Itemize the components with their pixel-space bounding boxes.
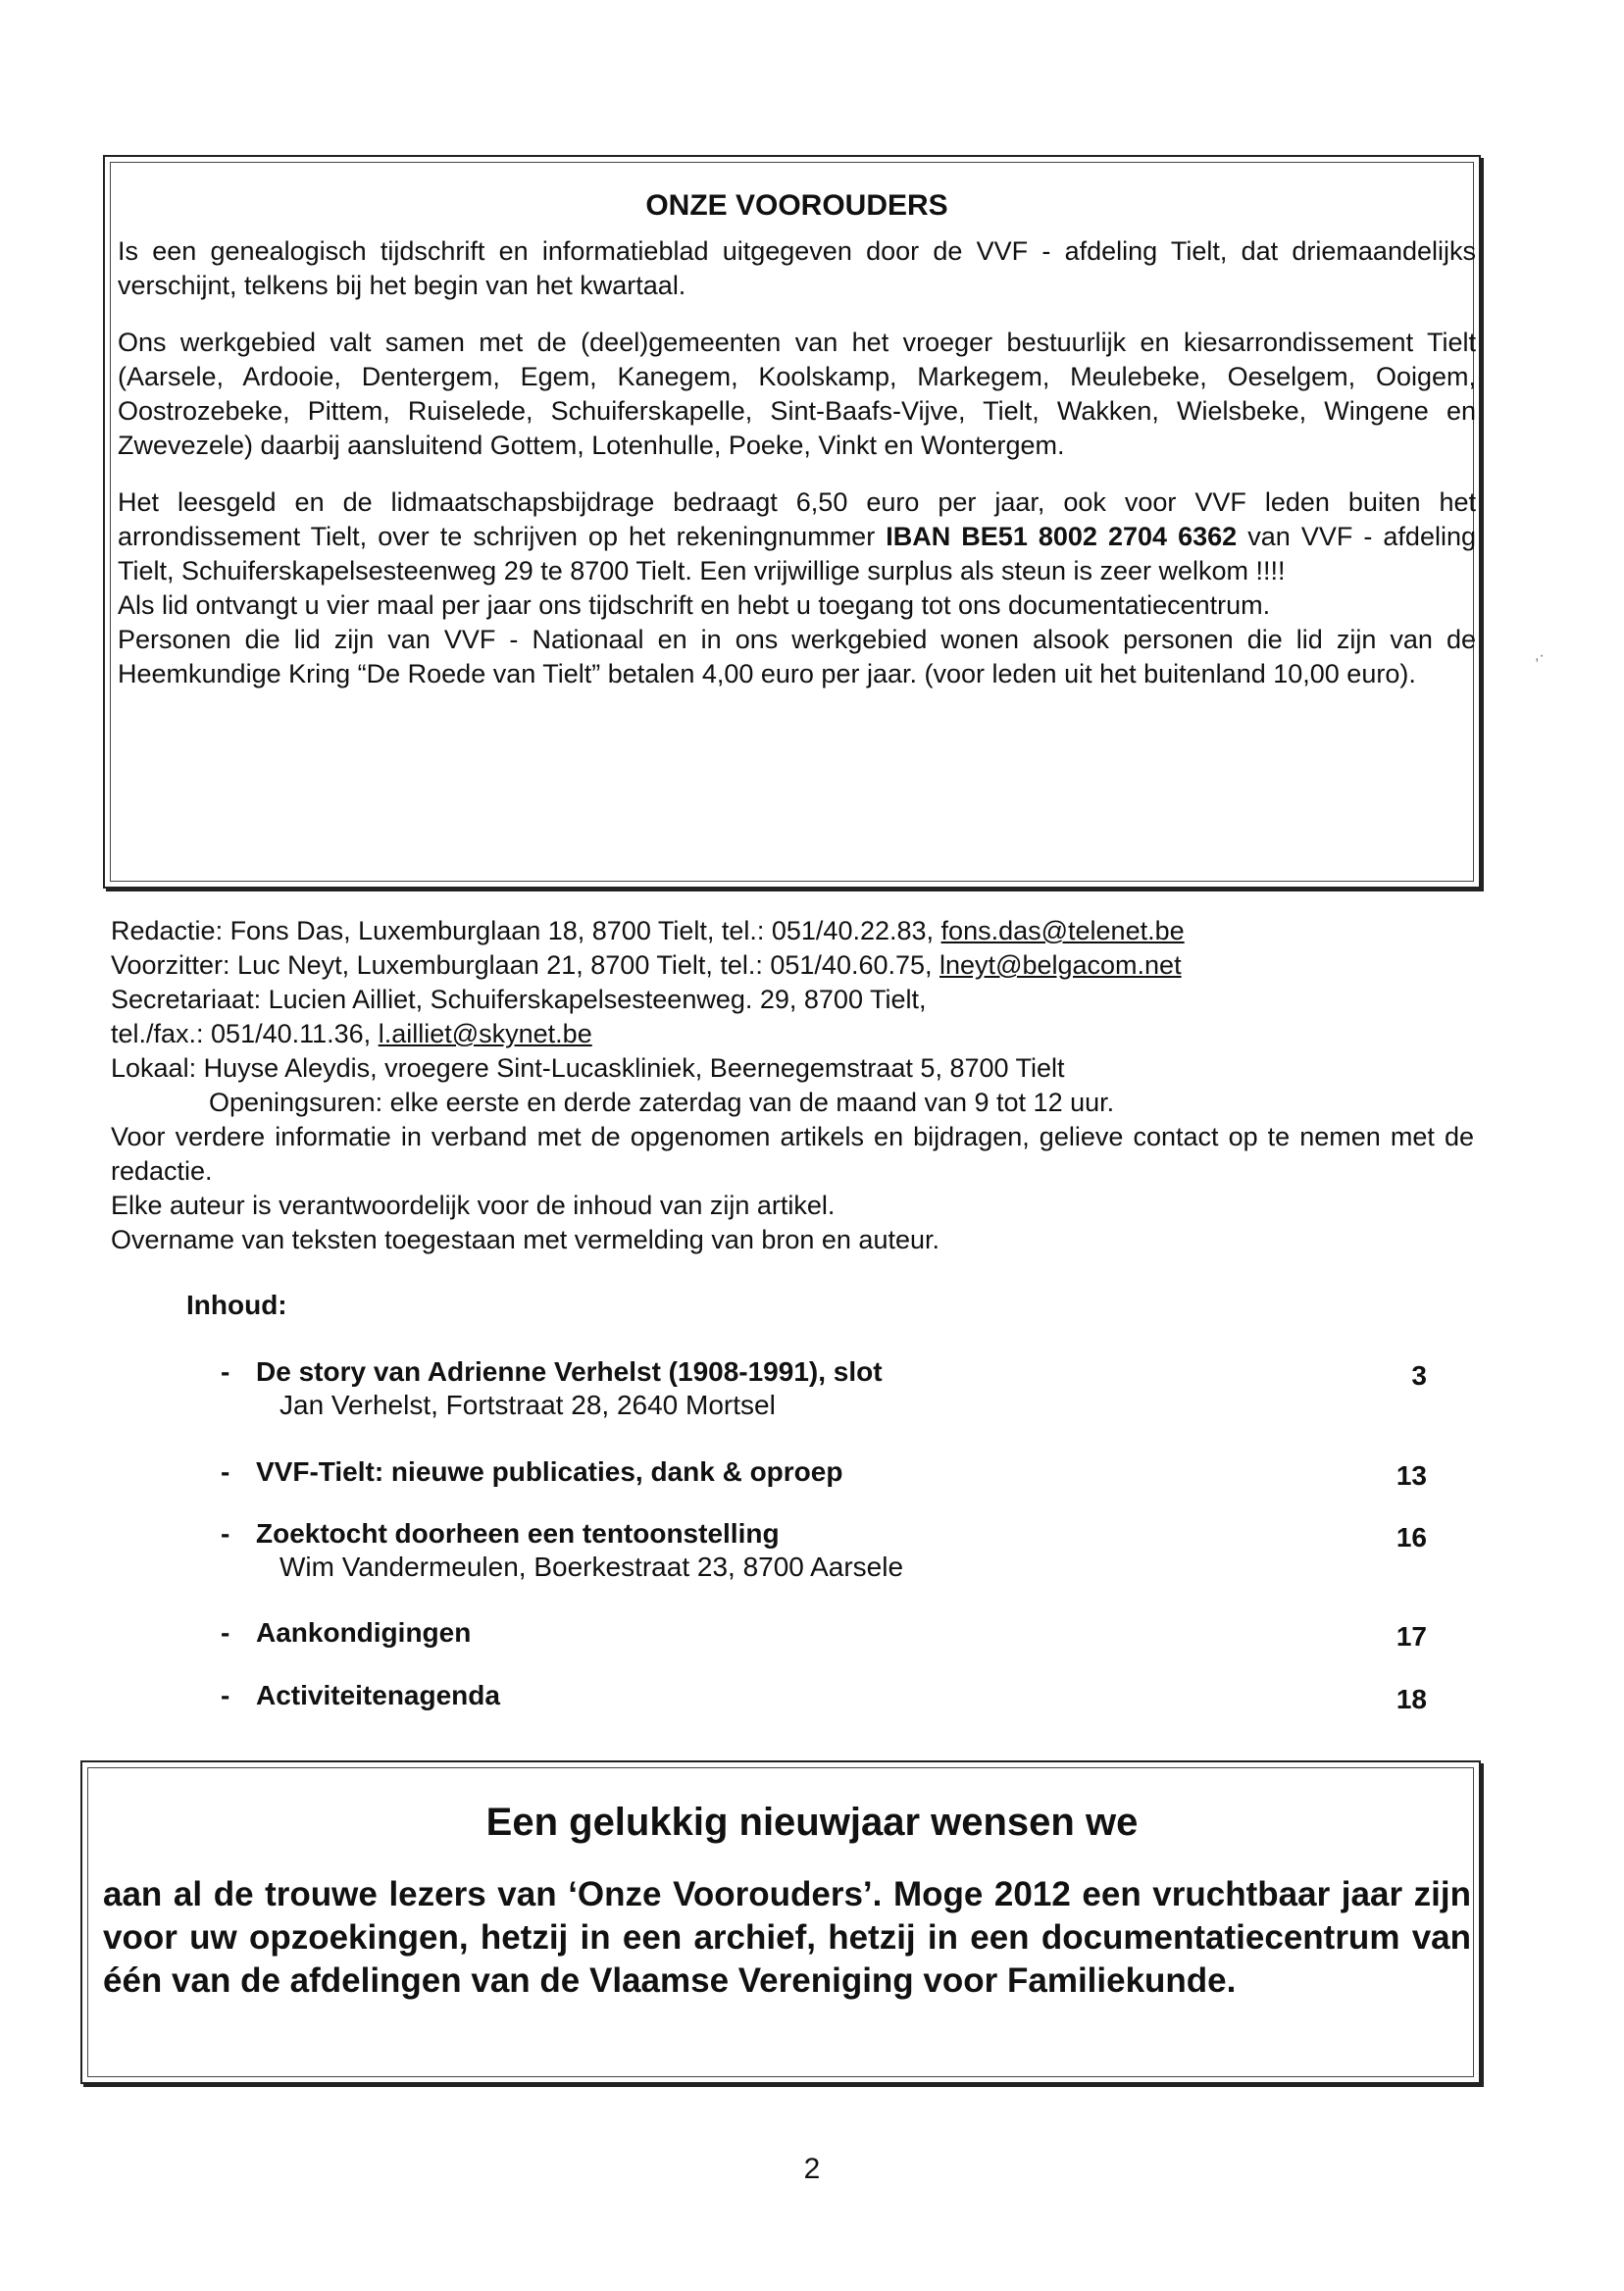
info-paragraph-personen: Personen die lid zijn van VVF - Nationaal en in ons werkgebied wonen alsook personen die lid zijn van de Heemkundige Kring “De Roede van Tielt” betalen 4,00 euro per jaar. (voor leden uit het buitenland 10,00 euro). (118, 625, 1476, 688)
toc-item-page: 13 (1396, 1460, 1427, 1491)
info-paragraph-werkgebied: Ons werkgebied valt samen met de (deel)gemeenten van het vroeger bestuurlijk en kiesarrondissement Tielt (Aarsele, Ardooie, Dentergem, Egem, Kanegem, Koolskamp, Markegem, Meulebeke, Oeselgem, Ooigem, Oostrozebeke, Pittem, Ruiselede, Schuiferskapelle, Sint-Baafs-Vijve, Tielt, Wakken, Wielsbeke, Wingene en Zwevezele) daarbij aansluitend Gottem, Lotenhulle, Poeke, Vinkt en Wontergem. (118, 328, 1476, 460)
leesgeld-text-b: van VVF - afdeling Tielt, Schuiferskapelsesteenweg 29 te 8700 Tielt. Een vrijwillige surplus als steun is zeer welkom !!!! (118, 522, 1476, 585)
toc-item-title: Aankondigingen (256, 1617, 472, 1648)
secretariaat-line: Secretariaat: Lucien Ailliet, Schuiferskapelsesteenweg. 29, 8700 Tielt, (111, 985, 927, 1014)
secretariaat-email-link[interactable]: l.ailliet@skynet.be (378, 1019, 592, 1048)
voorzitter-email-link[interactable]: lneyt@belgacom.net (939, 950, 1182, 980)
informatie-line: Voor verdere informatie in verband met de opgenomen artikels en bijdragen, gelieve contact op te nemen met de redactie. (111, 1122, 1474, 1186)
info-box-content (118, 188, 1476, 691)
voorzitter-line (111, 948, 1474, 983)
toc-dash: - (221, 1356, 230, 1387)
redactie-line (111, 914, 1474, 948)
toc-item-page: 3 (1411, 1360, 1427, 1391)
telfax-line (111, 1017, 1474, 1051)
greeting-heading: Een gelukkig nieuwjaar wensen we (485, 1801, 1139, 1844)
info-title: ONZE VOOROUDERS (645, 189, 948, 222)
greeting-body: aan al de trouwe lezers van ‘Onze Voorouders’. Moge 2012 een vruchtbaar jaar zijn voor uw opzoekingen, hetzij in een archief, hetzij in een documentatiecentrum van één van de afdelingen van de Vlaamse Vereniging voor Familiekunde. (103, 1875, 1471, 2000)
info-paragraph-leesgeld (118, 485, 1476, 588)
toc-dash: - (221, 1617, 230, 1648)
toc-dash: - (221, 1680, 230, 1710)
toc-heading: Inhoud: (186, 1290, 287, 1320)
leesgeld-text-a: Het leesgeld en de lidmaatschapsbijdrage bedraagt 6,50 euro per jaar, ook voor VVF leden buiten het arrondissement Tielt, over te schrijven op het rekeningnummer (118, 487, 1476, 551)
overname-line: Overname van teksten toegestaan met vermelding van bron en auteur. (111, 1225, 940, 1254)
toc-dash: - (221, 1456, 230, 1487)
info-paragraph-intro: Is een genealogisch tijdschrift en informatieblad uitgegeven door de VVF - afdeling Tielt, dat driemaandelijks verschijnt, telkens bij het begin van het kwartaal. (118, 236, 1476, 300)
toc-item-author: Jan Verhelst, Fortstraat 28, 2640 Mortsel (279, 1390, 776, 1420)
redactie-text: Redactie: Fons Das, Luxemburglaan 18, 8700 Tielt, tel.: 051/40.22.83, (111, 916, 941, 945)
info-paragraph-lid: Als lid ontvangt u vier maal per jaar ons tijdschrift en hebt u toegang tot ons documentatiecentrum. (118, 590, 1271, 620)
iban-number: IBAN BE51 8002 2704 6362 (886, 522, 1238, 551)
scan-speck: ,· (1535, 647, 1545, 664)
page-number: 2 (803, 2153, 821, 2185)
toc-item-author: Wim Vandermeulen, Boerkestraat 23, 8700 Aarsele (279, 1552, 904, 1582)
toc-item-page: 18 (1396, 1684, 1427, 1714)
toc-item-title: Activiteitenagenda (256, 1680, 500, 1710)
telfax-text: tel./fax.: 051/40.11.36, (111, 1019, 379, 1048)
toc-item-page: 17 (1396, 1621, 1427, 1652)
toc-item-title: VVF-Tielt: nieuwe publicaties, dank & oproep (256, 1456, 843, 1487)
openingsuren-line: Openingsuren: elke eerste en derde zaterdag van de maand van 9 tot 12 uur. (209, 1088, 1115, 1117)
redactie-email-link[interactable]: fons.das@telenet.be (940, 916, 1185, 945)
toc-item-title: Zoektocht doorheen een tentoonstelling (256, 1518, 780, 1549)
lokaal-line: Lokaal: Huyse Aleydis, vroegere Sint-Lucaskliniek, Beernegemstraat 5, 8700 Tielt (111, 1053, 1065, 1083)
toc-item-page: 16 (1396, 1522, 1427, 1553)
voorzitter-text: Voorzitter: Luc Neyt, Luxemburglaan 21, 8700 Tielt, tel.: 051/40.60.75, (111, 950, 940, 980)
toc-dash: - (221, 1518, 230, 1549)
toc-item-title: De story van Adrienne Verhelst (1908-1991), slot (256, 1356, 883, 1387)
contact-block (111, 914, 1474, 1257)
auteur-line: Elke auteur is verantwoordelijk voor de inhoud van zijn artikel. (111, 1191, 836, 1220)
